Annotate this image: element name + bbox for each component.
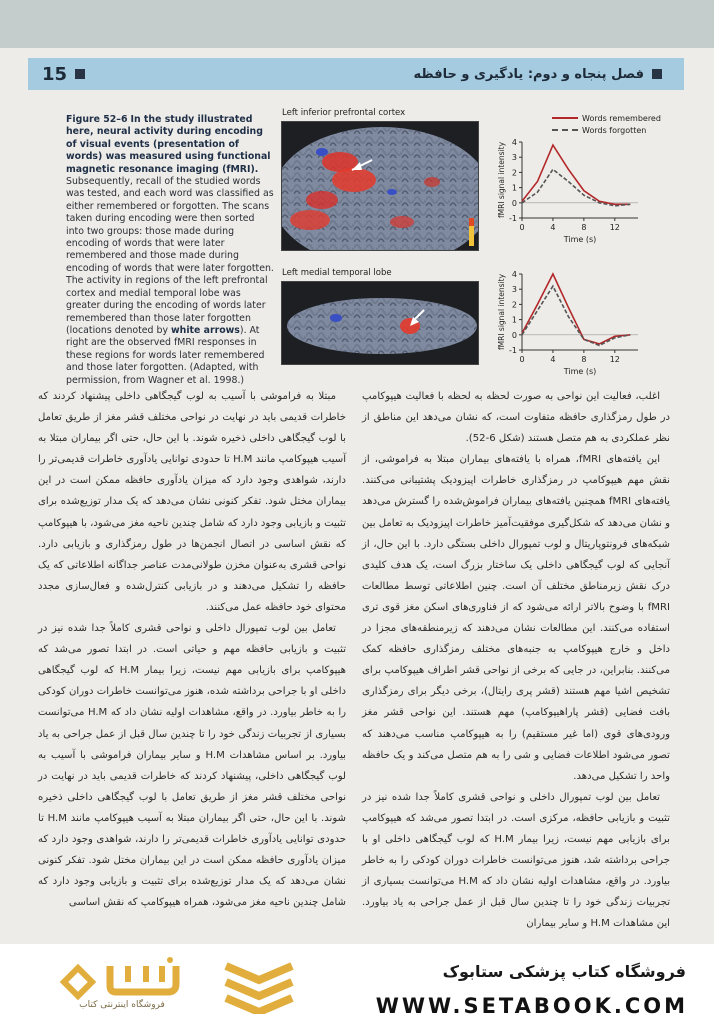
x-axis-label: Time (s) xyxy=(563,235,597,244)
x-tick-label: 4 xyxy=(550,355,556,364)
chart-legend xyxy=(552,112,661,136)
paragraph: این یافته‌های fMRI، همراه با یافته‌های بیماران مبتلا به فراموشی، از نقش مهم هیپوکامپ در رمزگذاری خاطرات اپیزودیک پشتیبانی می‌کنند. یافته‌های fMRI همچنین یافته‌های بیماران فراموش‌شده را گسترش می‌دهد و نشان می‌دهد که شکل‌گیری موفقیت‌آمیز خاطرات اپیزودیک به تعامل بین شبکه‌های فرونتوپاریتال و لوب تمپورال داخلی بستگی دارد. با این حال، از آنجایی که لوب گیجگاهی داخلی یک ساختار بزرگ است، یک هدف کلیدی درک نقش زیرمناطق مختلف آن است. چنین اطلاعاتی توسط مطالعات fMRI با وضوح بالاتر ارائه می‌شود که از فناوری‌های اسکن مغز قوی تری استفاده می‌کنند. این مطالعات نشان می‌دهند که زیرمنطقه‌های مجزا در داخل و خارج هیپوکامپ به جنبه‌های مختلف رمزگذاری حافظه کمک می‌کنند. بنابراین، در جایی که برخی از نواحی قشر اطراف هیپوکامپ برای تشخیص اشیا مهم هستند (قشر پری رایتال)، برخی دیگر برای رمزگذاری بافت فضایی (قشر پاراهیپوکامپ) مهم هستند. این نواحی قشر مغز ورودی‌های قوی (اما غیر مستقیم) را به هیپوکامپ مناسب می‌دهند که تصور می‌شود اطلاعات فضایی و شی را به هم متصل می‌کند و یک حافظه واحد را تشکیل می‌دهد. xyxy=(362,454,670,782)
page-number: 15 xyxy=(42,63,68,85)
y-tick-label: -1 xyxy=(509,346,517,355)
y-tick-label: 2 xyxy=(511,300,517,310)
brain-temporal-image xyxy=(282,282,478,364)
fmri-chart-prefrontal xyxy=(478,136,658,254)
x-tick-label: 4 xyxy=(550,223,556,232)
figure-caption-arrows: white arrows xyxy=(170,324,240,336)
brain-scan-temporal xyxy=(281,281,479,365)
y-tick-label: 0 xyxy=(511,198,517,208)
y-tick-label: 3 xyxy=(511,153,517,163)
figure-caption xyxy=(66,114,274,387)
header-square-icon xyxy=(75,69,85,79)
y-tick-label: 2 xyxy=(511,168,517,178)
y-tick-label: 4 xyxy=(511,138,517,147)
header-square-icon xyxy=(652,69,662,79)
x-tick-label: 12 xyxy=(609,355,620,364)
previous-page-edge xyxy=(0,0,714,48)
y-tick-label: -1 xyxy=(509,214,517,223)
paragraph: تعامل بین لوب تمپورال داخلی و نواحی قشری کاملاً جدا شده نیز در تثبیت و بازیابی حافظه مهم و حیاتی است. در ابتدا تصور می‌شد که هیپوکامپ برای بازیابی مهم نیست، زیرا بیمار H.M که لوب گیجگاهی داخلی او با جراحی برداشته شده، هنوز می‌توانست خاطرات دوران کودکی را به خاطر بیاورد. در واقع، مشاهدات اولیه نشان داد که H.M می‌توانست بسیاری از تجربیات زندگی خود را تا چندین سال قبل از عمل جراحی به یاد بیاورد. بر اساس مشاهدات H.M و سایر بیماران فراموشی با آسیب به لوب گیجگاهی داخلی، پیشنهاد کردند که خاطرات قدیمی باید در نهایت در نواحی مختلف قشر مغز از طریق تعامل با لوب گیجگاهی داخلی ذخیره شوند. با این حال، حتی اگر بیماران مبتلا به آسیب هیپوکامپ مانند H.M تا حدودی توانایی یادآوری خاطرات قدیمی‌تر را دارند، شواهدی وجود دارد که میزان یادآوری حافظه ممکن است در این بیماران مختل شود. تفکر کنونی نشان می‌دهد که یک مدار توزیع‌شده برای تثبیت و بازیابی وجود دارد که شامل چندین ناحیه مغز می‌شود، همراه هیپوکامپ که نقش اساسی xyxy=(38,623,346,909)
paragraph: اغلب، فعالیت این نواحی به صورت لحظه به لحظه با فعالیت هیپوکامپ در طول رمزگذاری حافظه متفاوت است، که نشان می‌دهد این مناطق از نظر عملکردی به هم متصل هستند (شکل 6-52). xyxy=(362,391,670,445)
figure-caption-tail: ). At right are the observed fMRI responses in these regions for words later remembered and those later forgotten. (Adapted, with permission, from Wagner et al. 1998.) xyxy=(66,324,265,386)
right-text-column xyxy=(362,386,670,934)
series-line-forgotten xyxy=(522,169,630,205)
paragraph: مبتلا به فراموشی با آسیب به لوب گیجگاهی داخلی پیشنهاد کردند که خاطرات قدیمی باید در نهایت در نواحی مختلف قشر مغز از طریق تعامل با لوب گیجگاهی داخلی ذخیره شوند. با این حال، حتی اگر بیماران مبتلا به آسیب هیپوکامپ مانند H.M تا حدودی توانایی یادآوری خاطرات قدیمی‌تر را دارند، شواهدی وجود دارد که میزان یادآوری حافظه ممکن است در این بیماران مختل شود. تفکر کنونی نشان می‌دهد که یک مدار توزیع‌شده برای تثبیت و بازیابی وجود دارد که شامل چندین ناحیه مغز می‌شود، با هیپوکامپ که نقش اساسی در اتصال انجمن‌ها در طول رمزگذاری و بازیابی دارد. نواحی قشری به‌عنوان مخزن طولانی‌مدت عناصر جداگانه اطلاعاتی که یک حافظه را تشکیل می‌دهند و در بازیابی کنترل‌شده و فعال‌سازی مجدد محتوای خود حافظه عمل می‌کنند. xyxy=(38,391,347,613)
y-tick-label: 3 xyxy=(511,285,517,295)
x-tick-label: 12 xyxy=(609,223,620,232)
x-tick-label: 0 xyxy=(519,223,525,232)
logo-chevron-icon xyxy=(64,968,92,996)
series-line-remembered xyxy=(522,145,630,204)
y-axis-label: fMRI signal intensity xyxy=(497,141,506,219)
legend-forgotten: Words forgotten xyxy=(552,124,661,136)
chapter-title: فصل پنجاه و دوم: یادگیری و حافظه xyxy=(413,66,644,82)
figure-caption-label: Figure 52–6 xyxy=(66,114,128,125)
figure-caption-lead: In the study illustrated here, neural activity during encoding of visual events (presentation of words) was measured using functional magnetic resonance imaging (fMRI). xyxy=(66,114,271,175)
y-tick-label: 4 xyxy=(511,270,517,279)
logo-tagline: فروشگاه اینترنتی کتاب xyxy=(79,1000,165,1010)
panel-top-label: Left inferior prefrontal cortex xyxy=(282,108,406,118)
y-tick-label: 1 xyxy=(511,315,517,325)
page-number-group xyxy=(42,64,93,85)
legend-remembered: Words remembered xyxy=(552,112,661,124)
x-tick-label: 0 xyxy=(519,355,525,364)
x-tick-label: 8 xyxy=(581,355,587,364)
x-tick-label: 8 xyxy=(581,223,587,232)
chapter-title-group xyxy=(414,67,670,82)
brain-scan-prefrontal xyxy=(281,121,479,251)
figure-caption-body: Subsequently, recall of the studied words was tested, and each word was classified as either remembered or forgotten. The scans taken during encoding were then sorted into two groups: those made during encoding of words that were later remembered and those made during encoding of words that were later forgotten. The activity in regions of the left prefrontal cortex and medial temporal lobe was greater during the encoding of words later remembered than those later forgotten (locations denoted by xyxy=(66,176,274,336)
fmri-chart-temporal xyxy=(478,268,658,386)
chapter-header xyxy=(28,58,684,90)
legend-remembered-swatch xyxy=(552,117,578,119)
brain-prefrontal-image xyxy=(282,122,478,250)
y-axis-label: fMRI signal intensity xyxy=(497,273,506,351)
store-name: فروشگاه کتاب پزشکی ستابوک xyxy=(442,962,686,981)
paragraph: تعامل بین لوب تمپورال داخلی و نواحی قشری کاملاً جدا شده نیز در تثبیت و بازیابی حافظه، مرکزی است. در ابتدا تصور می‌شد که هیپوکامپ برای بازیابی مهم نیست، زیرا بیمار H.M که لوب گیجگاهی داخلی او با جراحی برداشته شد، هنوز می‌توانست خاطرات دوران کودکی را به خاطر بیاورد. در واقع، مشاهدات اولیه نشان داد که H.M می‌توانست بسیاری از تجربیات زندگی خود را تا چندین سال قبل از عمل جراحی به یاد بیاورد. این مشاهدات H.M و سایر بیماران xyxy=(362,791,670,930)
y-tick-label: 0 xyxy=(511,330,517,340)
left-text-column xyxy=(38,386,346,913)
x-axis-label: Time (s) xyxy=(563,367,597,376)
legend-forgotten-swatch xyxy=(552,129,578,131)
store-url[interactable]: WWW.SETABOOK.COM xyxy=(375,994,688,1018)
book-stack-icon xyxy=(222,958,296,1014)
panel-bottom-label: Left medial temporal lobe xyxy=(282,268,392,278)
y-tick-label: 1 xyxy=(511,183,517,193)
